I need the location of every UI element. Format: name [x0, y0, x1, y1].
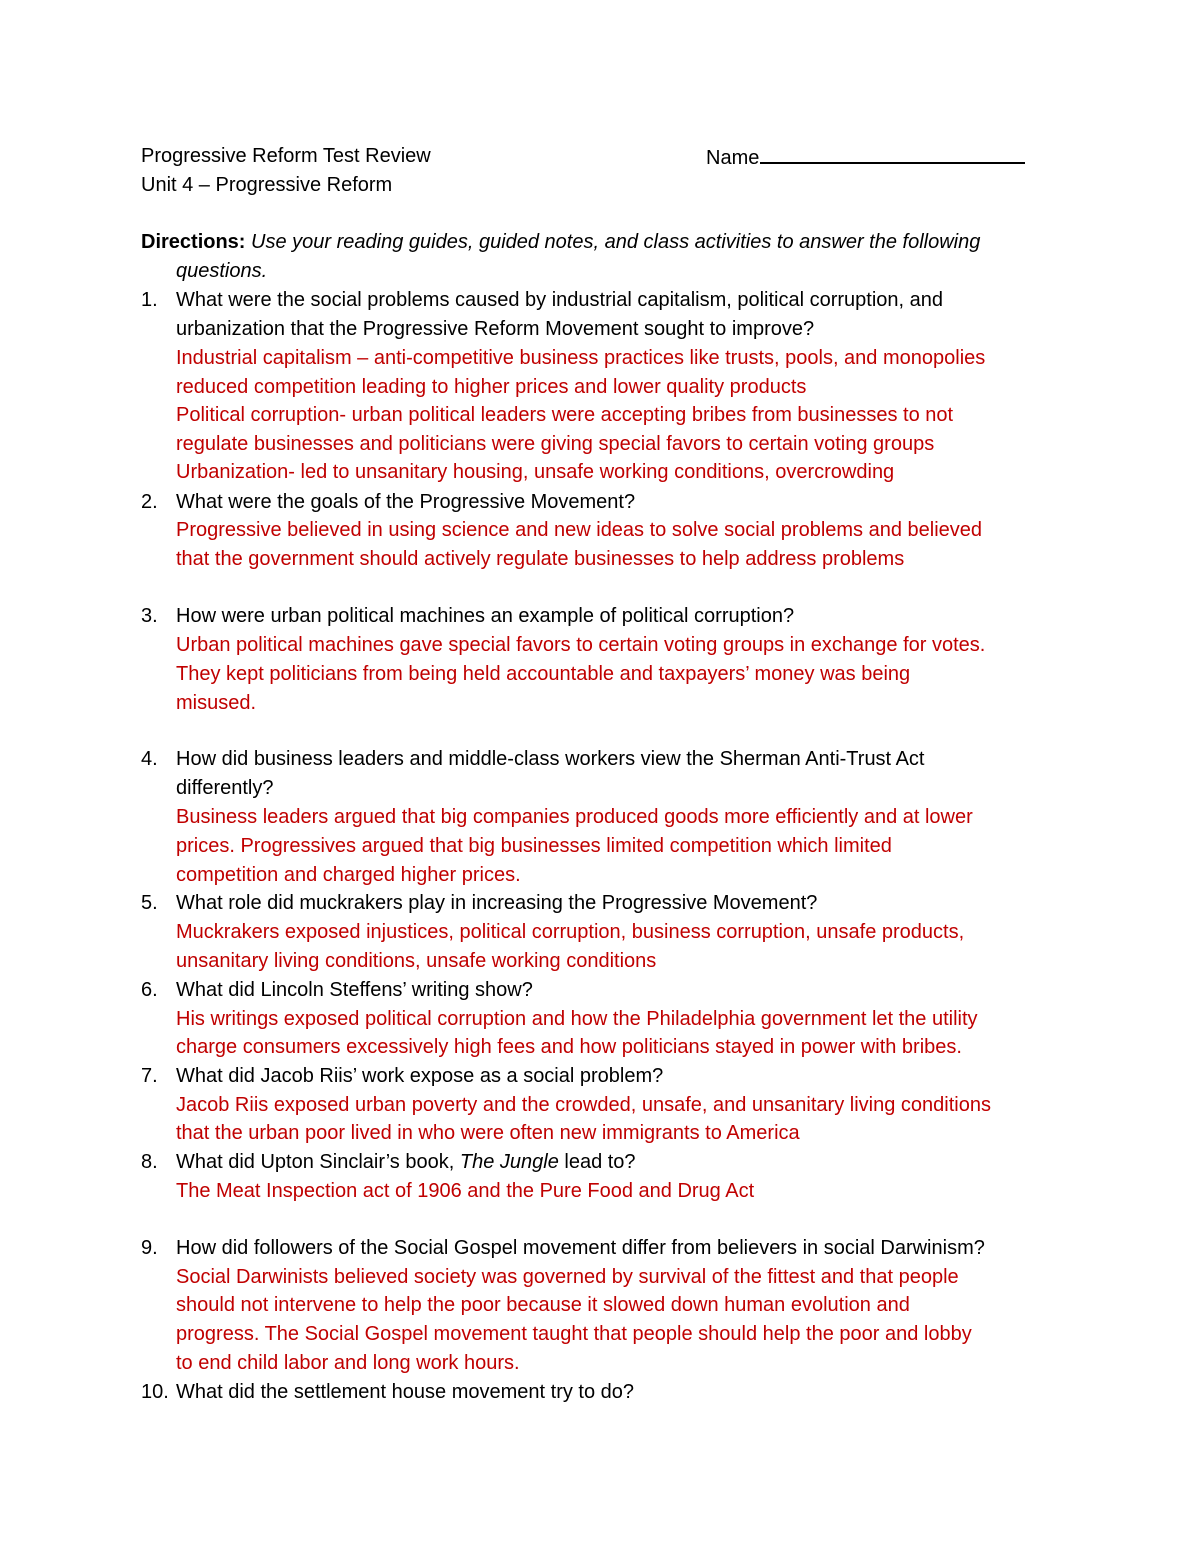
question-text: What were the social problems caused by industrial capitalism, political corruption, and — [176, 289, 944, 311]
question-text: differently? — [176, 777, 274, 799]
answer-text: Muckrakers exposed injustices, political corruption, business corruption, unsafe products, — [176, 921, 965, 943]
answer-text: reduced competition leading to higher prices and lower quality products — [176, 376, 807, 398]
answer-text: Business leaders argued that big companies produced goods more efficiently and at lower — [176, 806, 973, 828]
answer-text: Urban political machines gave special favors to certain voting groups in exchange for votes. — [176, 634, 986, 656]
directions-text: Use your reading guides, guided notes, and class activities to answer the following — [251, 231, 981, 253]
answer-text: Industrial capitalism – anti-competitive business practices like trusts, pools, and monopolies — [176, 347, 986, 369]
directions-text-cont: questions. — [176, 260, 268, 282]
answer-text: Political corruption- urban political leaders were accepting bribes from businesses to not — [176, 404, 954, 426]
question-number: 8. — [141, 1151, 158, 1173]
answer-text: charge consumers excessively high fees and how politicians stayed in power with bribes. — [176, 1036, 962, 1058]
answer-text: unsanitary living conditions, unsafe working conditions — [176, 950, 657, 972]
question-text: How did business leaders and middle-class workers view the Sherman Anti-Trust Act — [176, 748, 925, 770]
book-title: The Jungle — [459, 1151, 559, 1173]
question-text: What did Jacob Riis’ work expose as a social problem? — [176, 1065, 664, 1087]
answer-text: misused. — [176, 692, 257, 714]
answer-text: Jacob Riis exposed urban poverty and the crowded, unsafe, and unsanitary living conditions — [176, 1094, 991, 1116]
doc-title: Progressive Reform Test Review — [141, 145, 431, 167]
question-number: 3. — [141, 605, 158, 627]
question-number: 2. — [141, 491, 158, 513]
answer-text: They kept politicians from being held accountable and taxpayers’ money was being — [176, 663, 911, 685]
question-text — [176, 1148, 636, 1176]
question-number: 6. — [141, 979, 158, 1001]
name-field — [706, 142, 1025, 172]
question-text: What role did muckrakers play in increasing the Progressive Movement? — [176, 892, 818, 914]
question-number: 4. — [141, 748, 158, 770]
question-text: What did Lincoln Steffens’ writing show? — [176, 979, 533, 1001]
question-number: 7. — [141, 1065, 158, 1087]
question-text-part: What did Upton Sinclair’s book, — [176, 1151, 460, 1173]
question-text: How did followers of the Social Gospel movement differ from believers in social Darwinism? — [176, 1237, 985, 1259]
answer-text: that the urban poor lived in who were often new immigrants to America — [176, 1122, 800, 1144]
question-number: 9. — [141, 1237, 158, 1259]
answer-text: Progressive believed in using science and new ideas to solve social problems and believed — [176, 519, 983, 541]
name-label: Name — [706, 147, 760, 169]
question-number: 5. — [141, 892, 158, 914]
answer-text: regulate businesses and politicians were giving special favors to certain voting groups — [176, 433, 935, 455]
question-number: 10. — [141, 1381, 169, 1403]
question-text: urbanization that the Progressive Reform Movement sought to improve? — [176, 318, 815, 340]
question-number: 1. — [141, 289, 158, 311]
answer-text: progress. The Social Gospel movement taught that people should help the poor and lobby — [176, 1323, 972, 1345]
answer-text: Social Darwinists believed society was governed by survival of the fittest and that people — [176, 1266, 959, 1288]
answer-text: should not intervene to help the poor because it slowed down human evolution and — [176, 1294, 910, 1316]
unit-title: Unit 4 – Progressive Reform — [141, 174, 393, 196]
answer-text: competition and charged higher prices. — [176, 864, 521, 886]
answer-text: that the government should actively regulate businesses to help address problems — [176, 548, 905, 570]
name-blank — [760, 142, 1025, 164]
answer-text: prices. Progressives argued that big businesses limited competition which limited — [176, 835, 892, 857]
directions-label: Directions: — [141, 231, 246, 253]
answer-text: Urbanization- led to unsanitary housing, unsafe working conditions, overcrowding — [176, 461, 895, 483]
question-text: What did the settlement house movement try to do? — [176, 1381, 635, 1403]
question-text: How were urban political machines an example of political corruption? — [176, 605, 795, 627]
question-text-part: lead to? — [558, 1151, 636, 1173]
answer-text: The Meat Inspection act of 1906 and the Pure Food and Drug Act — [176, 1180, 755, 1202]
answer-text: to end child labor and long work hours. — [176, 1352, 520, 1374]
answer-text: His writings exposed political corruption and how the Philadelphia government let the utility — [176, 1008, 978, 1030]
question-text: What were the goals of the Progressive Movement? — [176, 491, 636, 513]
directions — [141, 228, 980, 256]
